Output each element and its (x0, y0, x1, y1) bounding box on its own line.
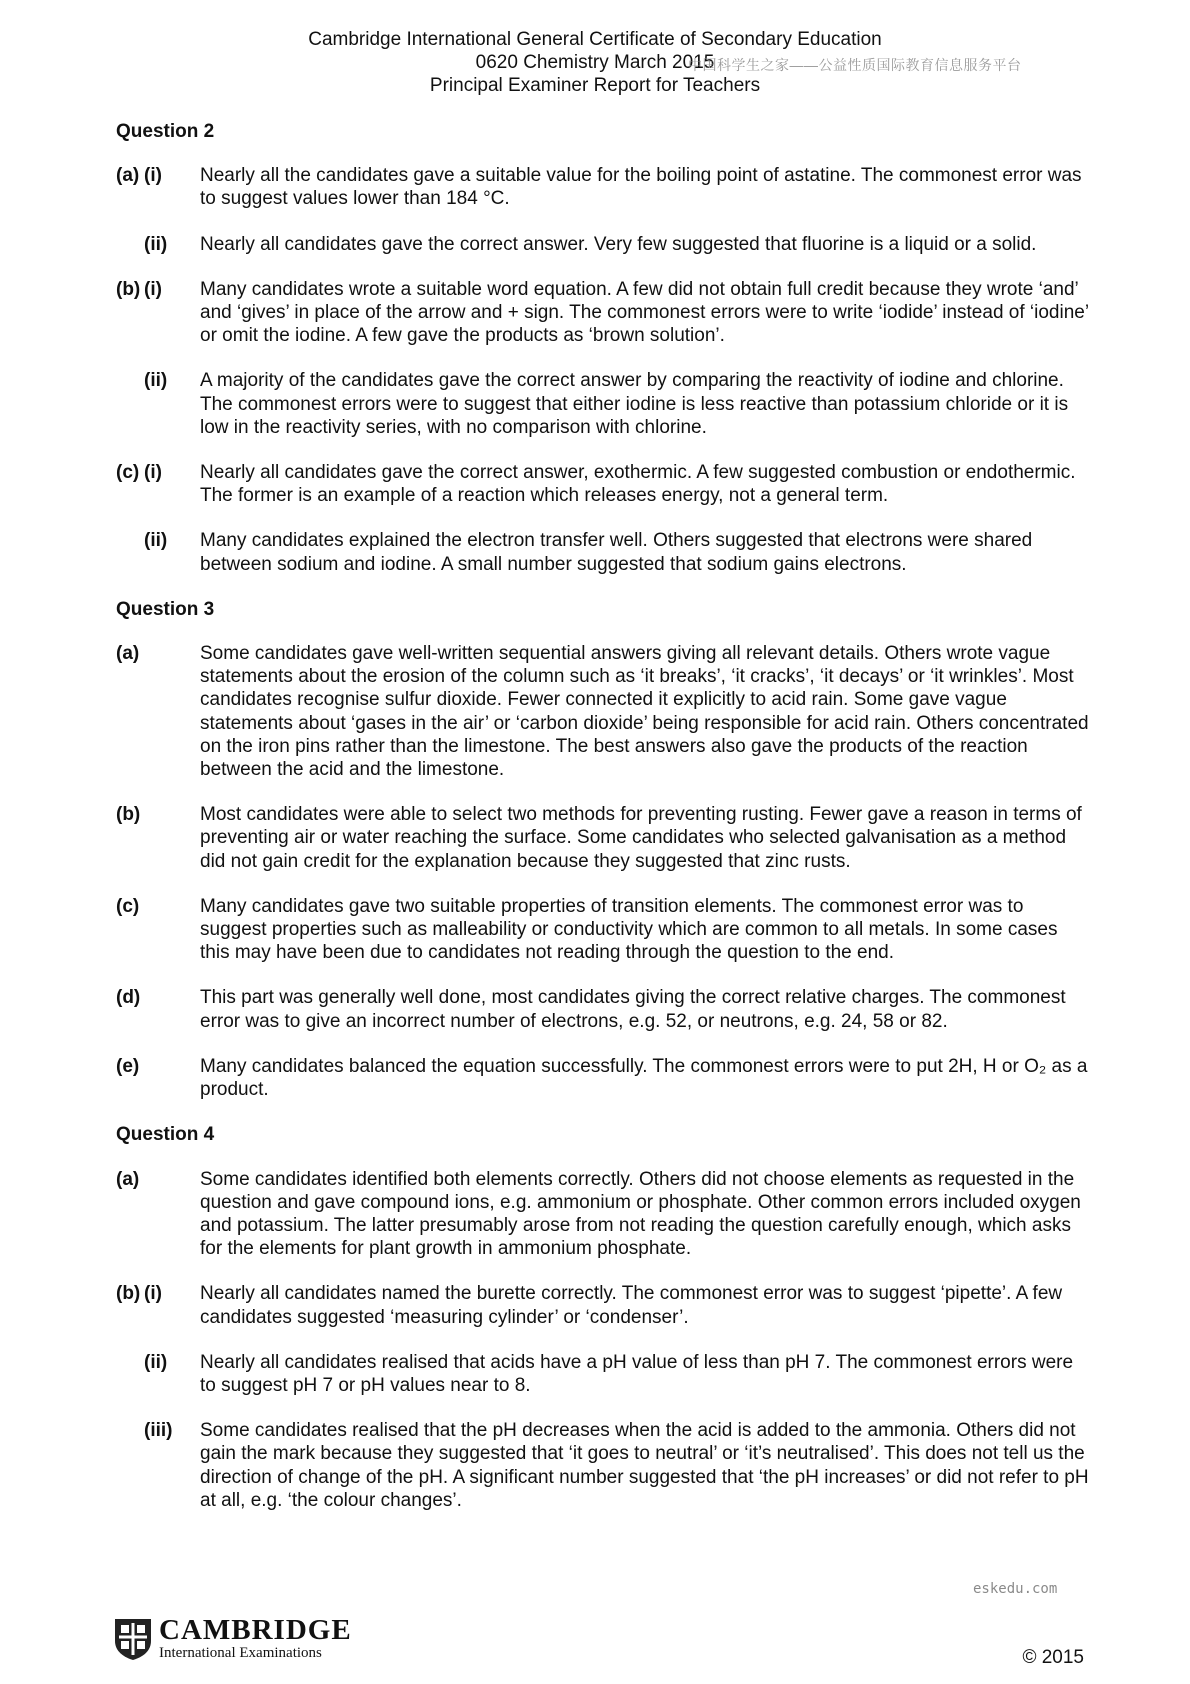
item-text: Some candidates gave well-written sequential answers giving all relevant details. Others wrote vague statements about the erosion of the column such as ‘it breaks’, ‘it cracks’, ‘it decays’ or ‘it wrinkles’. Most candidates recognise sulfur dioxide. Fewer connected it explicitly to acid rain. Some gave vague statements about ‘gases in the air’ or ‘carbon dioxide’ being responsible for acid rain. Others concentrated on the iron pins rather than the limestone. The best answers also gave the products of the reaction between the acid and the limestone. (200, 643, 1089, 781)
header-watermark: 中国科学生之家——公益性质国际教育信息服务平台 (688, 57, 1022, 73)
crest-icon (113, 1617, 153, 1661)
report-item (116, 278, 1091, 348)
sub-part-label: (iii) (144, 1420, 173, 1442)
report-item (116, 1168, 1091, 1261)
cambridge-logo (113, 1616, 352, 1662)
item-label (116, 1351, 200, 1397)
question-title: Question 3 (116, 598, 215, 620)
logo-subtitle: International Examinations (159, 1645, 322, 1661)
sub-part-label: (ii) (144, 530, 168, 552)
report-item (116, 1419, 1091, 1512)
header-line-3: Principal Examiner Report for Teachers (429, 75, 761, 96)
sub-part-label: (i) (144, 1283, 162, 1305)
item-text: Nearly all candidates gave the correct answer. Very few suggested that fluorine is a liquid or a solid. (200, 233, 1037, 255)
part-label: (a) (116, 643, 140, 665)
part-label: (a) (116, 165, 140, 187)
part-label: (c) (116, 895, 140, 917)
report-item (116, 164, 1091, 210)
copyright: © 2015 (1022, 1647, 1084, 1668)
header-line-2: 0620 Chemistry March 2015 (475, 52, 715, 73)
item-label (116, 1168, 200, 1261)
item-label (116, 529, 200, 575)
part-label: (e) (116, 1055, 140, 1077)
item-text: Nearly all the candidates gave a suitable value for the boiling point of astatine. The commonest error was to suggest values lower than 184 °C. (200, 165, 1082, 210)
item-label (116, 233, 200, 256)
item-label (116, 461, 200, 507)
report-item (116, 369, 1091, 439)
report-item (116, 1055, 1091, 1101)
sub-part-label: (ii) (144, 1351, 168, 1373)
logo-title: CAMBRIDGE (159, 1614, 352, 1646)
report-item (116, 233, 1091, 256)
footer-watermark: eskedu.com (973, 1581, 1058, 1597)
report-item (116, 529, 1091, 575)
item-label (116, 642, 200, 781)
item-label (116, 164, 200, 210)
item-label (116, 1055, 200, 1101)
question-title: Question 2 (116, 121, 215, 142)
report-item (116, 895, 1091, 965)
report-item (116, 803, 1091, 873)
question-title: Question 4 (116, 1124, 215, 1146)
item-text: Many candidates explained the electron transfer well. Others suggested that electrons were shared between sodium and iodine. A small number suggested that sodium gains electrons. (200, 530, 1033, 575)
sub-part-label: (ii) (144, 233, 168, 255)
item-label (116, 369, 200, 439)
header-line-1: Cambridge International General Certificate of Secondary Education (308, 29, 882, 50)
report-item (116, 986, 1091, 1032)
item-text: Most candidates were able to select two methods for preventing rusting. Fewer gave a reason in terms of preventing air or water reaching the surface. Some candidates who selected galvanisation as a method did not gain credit for the explanation because they suggested that zinc rusts. (200, 804, 1082, 872)
item-text: This part was generally well done, most candidates giving the correct relative charges. The commonest error was to give an incorrect number of electrons, e.g. 52, or neutrons, e.g. 24, 58 or 82. (200, 987, 1066, 1032)
item-text: Many candidates gave two suitable properties of transition elements. The commonest error was to suggest properties such as malleability or conductivity which are common to all metals. In some cases this may have been due to candidates not reading through the question to the end. (200, 895, 1058, 964)
sub-part-label: (i) (144, 462, 162, 484)
part-label: (d) (116, 987, 141, 1009)
part-label: (b) (116, 804, 141, 826)
item-text: Nearly all candidates named the burette correctly. The commonest error was to suggest ‘pipette’. A few candidates suggested ‘measuring cylinder’ or ‘condenser’. (200, 1283, 1063, 1328)
item-text: Some candidates identified both elements correctly. Others did not choose elements as requested in the question and gave compound ions, e.g. ammonium or phosphate. Other common errors included oxygen and potassium. The latter presumably arose from not reading the question carefully enough, which asks for the elements for plant growth in ammonium phosphate. (200, 1168, 1081, 1260)
sub-part-label: (ii) (144, 370, 168, 392)
report-item (116, 1282, 1091, 1328)
item-text: A majority of the candidates gave the correct answer by comparing the reactivity of iodine and chlorine. The commonest errors were to suggest that either iodine is less reactive than potassium chloride or it is low in the reactivity series, with no comparison with chlorine. (200, 370, 1069, 438)
item-text: Many candidates wrote a suitable word equation. A few did not obtain full credit because they wrote ‘and’ and ‘gives’ in place of the arrow and + sign. The commonest errors were to write ‘iodide’ instead of ‘iodine’ or omit the iodine. A few gave the products as ‘brown solution’. (200, 278, 1089, 347)
part-label: (b) (116, 1283, 141, 1305)
sub-part-label: (i) (144, 165, 162, 187)
item-text: Many candidates balanced the equation successfully. The commonest errors were to put 2H, H or O₂ as a product. (200, 1055, 1088, 1101)
item-label (116, 986, 200, 1032)
part-label: (c) (116, 462, 140, 484)
item-text: Nearly all candidates realised that acids have a pH value of less than pH 7. The commonest errors were to suggest pH 7 or pH values near to 8. (200, 1351, 1074, 1396)
report-item (116, 642, 1091, 781)
part-label: (a) (116, 1168, 140, 1190)
item-label (116, 278, 200, 348)
report-item (116, 1351, 1091, 1397)
item-text: Some candidates realised that the pH decreases when the acid is added to the ammonia. Others did not gain the mark because they suggested that ‘it goes to neutral’ or ‘it’s neutralised’. This does not tell us the direction of change of the pH. A significant number suggested that ‘the pH increases’ or did not refer to pH at all, e.g. ‘the colour changes’. (200, 1420, 1089, 1511)
part-label: (b) (116, 278, 141, 300)
item-label (116, 895, 200, 965)
item-label (116, 1282, 200, 1328)
report-item (116, 461, 1091, 507)
sub-part-label: (i) (144, 278, 162, 300)
item-text: Nearly all candidates gave the correct answer, exothermic. A few suggested combustion or endothermic. The former is an example of a reaction which releases energy, not a general term. (200, 462, 1076, 507)
item-label (116, 803, 200, 873)
report-content (116, 120, 1091, 1534)
item-label (116, 1419, 200, 1512)
